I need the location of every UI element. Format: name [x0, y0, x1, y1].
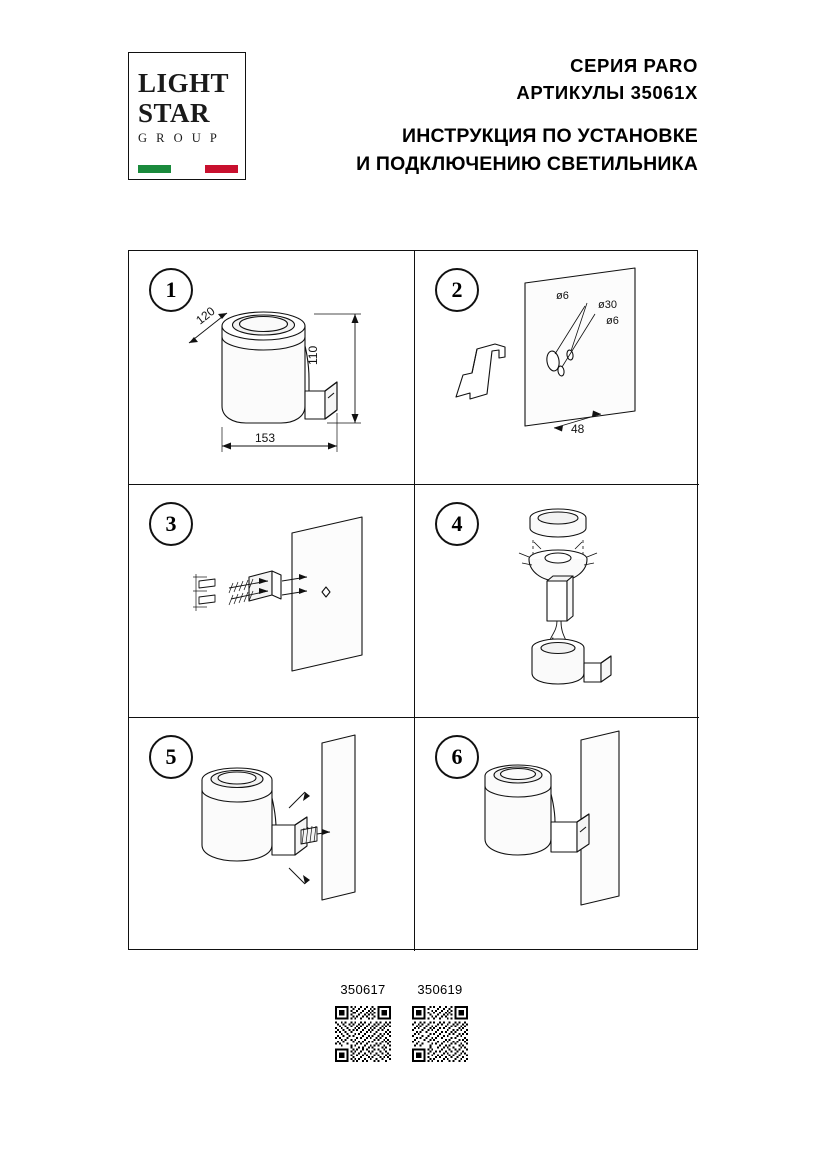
- qr-group-350619: [390, 982, 490, 1062]
- instruction-title-line1: ИНСТРУКЦИЯ ПО УСТАНОВКЕ: [401, 125, 698, 147]
- step-2-label-depth: 48: [571, 422, 585, 436]
- brand-logo-line2: STAR: [138, 98, 211, 128]
- step-cell-2: [414, 251, 699, 484]
- qr-code-350617: [335, 1006, 391, 1062]
- document-footer: [128, 982, 698, 1092]
- step-2-label-hole-center: ø30: [598, 299, 617, 311]
- step-number-4: 4: [435, 502, 479, 546]
- step-number-2: 2: [435, 268, 479, 312]
- flag-white-stripe: [171, 165, 204, 173]
- step-2-label-hole-bottom: ø6: [606, 315, 619, 327]
- brand-logo-text: [138, 62, 238, 172]
- series-title: СЕРИЯ PARO: [570, 55, 698, 76]
- steps-grid: [128, 250, 698, 950]
- step-cell-1: [129, 251, 414, 484]
- flag-green-stripe: [138, 165, 171, 173]
- step-number-6: 6: [435, 735, 479, 779]
- step-cell-4: [414, 484, 699, 717]
- brand-logo: [128, 52, 246, 180]
- document-header: [128, 52, 698, 192]
- step-1-illustration: [129, 251, 414, 484]
- qr-code-350619: [412, 1006, 468, 1062]
- step-cell-3: [129, 484, 414, 717]
- qr-label-350617: 350617: [340, 982, 386, 997]
- step-number-5: 5: [149, 735, 193, 779]
- step-cell-5: [129, 717, 414, 951]
- header-titles: [268, 52, 698, 178]
- step-3-illustration: [129, 485, 414, 717]
- instruction-title-line2: И ПОДКЛЮЧЕНИЮ СВЕТИЛЬНИКА: [356, 153, 698, 175]
- step-1-dim-depth: 120: [193, 303, 218, 328]
- brand-logo-line1: LIGHT: [138, 68, 230, 98]
- step-2-illustration: [415, 251, 699, 484]
- article-title: АРТИКУЛЫ 35061X: [516, 82, 698, 103]
- brand-logo-subtitle: G R O U P: [138, 131, 220, 145]
- italy-flag-icon: [138, 165, 238, 173]
- step-number-3: 3: [149, 502, 193, 546]
- step-5-illustration: [129, 718, 414, 951]
- step-6-illustration: [415, 718, 699, 951]
- step-number-1: 1: [149, 268, 193, 312]
- step-2-label-hole-top: ø6: [556, 290, 569, 302]
- step-cell-6: [414, 717, 699, 951]
- step-4-illustration: [415, 485, 699, 717]
- flag-red-stripe: [205, 165, 238, 173]
- step-1-dim-width: 153: [254, 431, 276, 445]
- step-1-dim-height: 110: [306, 345, 320, 365]
- qr-label-350619: 350619: [417, 982, 463, 997]
